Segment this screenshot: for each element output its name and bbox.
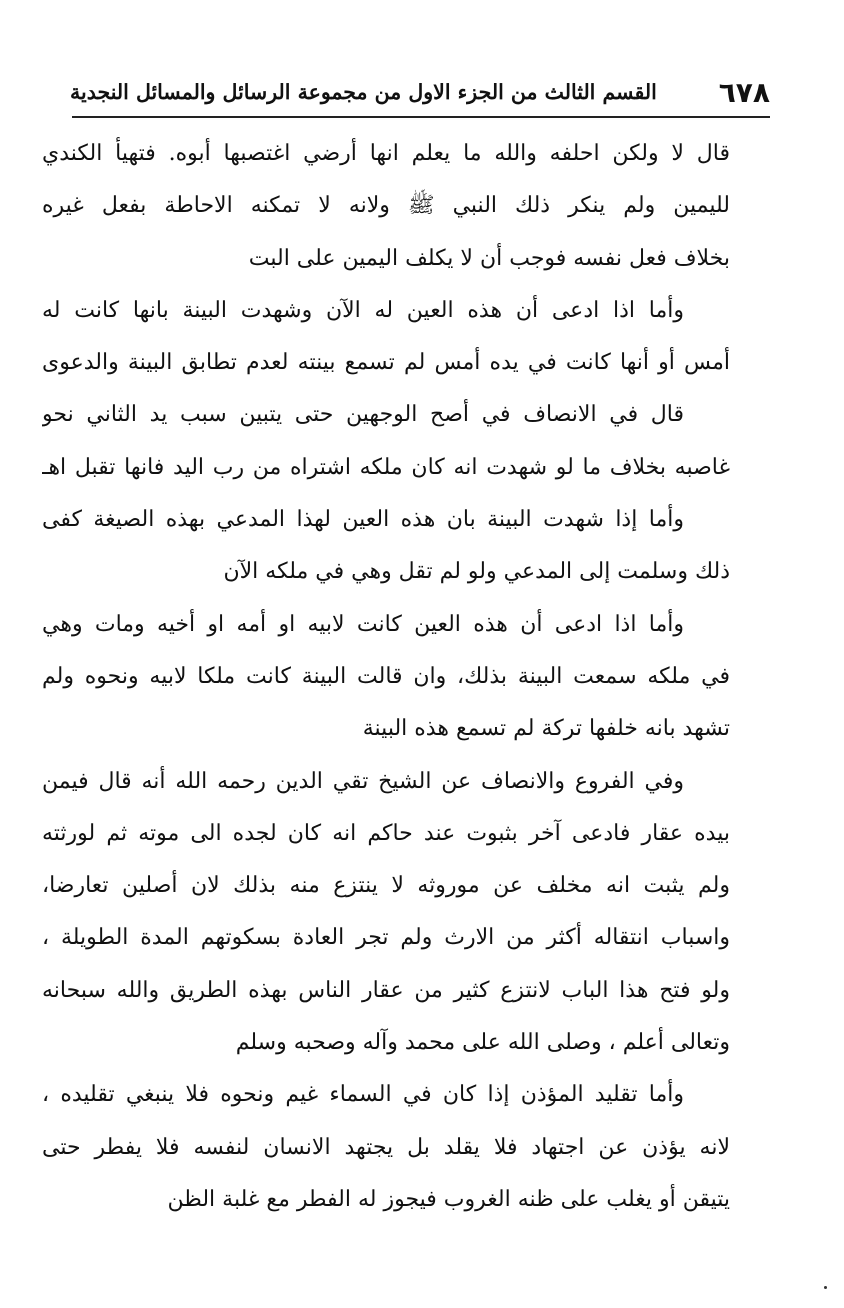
text-line: بيده عقار فادعى آخر بثبوت عند حاكم انه كان لجده الى موته ثم لورثته xyxy=(42,820,730,846)
header-rule xyxy=(72,116,770,118)
text-line: غاصبه بخلاف ما لو شهدت انه كان ملكه اشتراه من رب اليد فانها تقبل اهـ xyxy=(42,454,730,480)
text-line: واسباب انتقاله أكثر من الارث ولم تجر العادة بسكوتهم المدة الطويلة ، xyxy=(42,925,730,951)
text-line: أمس أو أنها كانت في يده أمس لم تسمع بينته لعدم تطابق البينة والدعوى xyxy=(42,350,730,376)
running-title: القسم الثالث من الجزء الاول من مجموعة الرسائل والمسائل النجدية xyxy=(70,80,657,104)
text-line: لليمين ولم ينكر ذلك النبي ﷺ ولانه لا تمكنه الاحاطة بفعل غيره xyxy=(42,193,730,219)
text-line: قال لا ولكن احلفه والله ما يعلم انها أرضي اغتصبها أبوه. فتهيأ الكندي xyxy=(42,141,730,166)
text-line: وأما اذا ادعى أن هذه العين له الآن وشهدت البينة بانها كانت له xyxy=(42,297,684,323)
text-line: وفي الفروع والانصاف عن الشيخ تقي الدين رحمه الله أنه قال فيمن xyxy=(42,768,684,794)
text-line: وأما إذا شهدت البينة بان هذه العين لهذا المدعي بهذه الصيغة كفى xyxy=(42,507,684,533)
text-line: في ملكه سمعت البينة بذلك، وان قالت البينة كانت ملكا لابيه ونحوه ولم xyxy=(42,663,730,689)
text-line: وأما اذا ادعى أن هذه العين كانت لابيه او أمه او أخيه ومات وهي xyxy=(42,611,684,637)
text-line: وأما تقليد المؤذن إذا كان في السماء غيم ونحوه فلا ينبغي تقليده ، xyxy=(42,1082,684,1108)
body-text xyxy=(42,128,730,1226)
text-line: ولو فتح هذا الباب لانتزع كثير من عقار الناس بهذه الطريق والله سبحانه xyxy=(42,977,730,1003)
text-line: تشهد بانه خلفها تركة لم تسمع هذه البينة xyxy=(362,716,730,742)
text-line: ذلك وسلمت إلى المدعي ولو لم تقل وهي في ملكه الآن xyxy=(223,559,730,585)
ink-speck xyxy=(824,1286,827,1289)
text-line: ولم يثبت انه مخلف عن موروثه لا ينتزع منه بذلك لان أصلين تعارضا، xyxy=(42,873,730,899)
text-line: بخلاف فعل نفسه فوجب أن لا يكلف اليمين على البت xyxy=(248,245,730,271)
page-header xyxy=(70,70,770,114)
text-line: يتيقن أو يغلب على ظنه الغروب فيجوز له الفطر مع غلبة الظن xyxy=(167,1186,730,1212)
text-line: وتعالى أعلم ، وصلى الله على محمد وآله وصحبه وسلم xyxy=(235,1030,730,1056)
text-line: قال في الانصاف في أصح الوجهين حتى يتبين سبب يد الثاني نحو xyxy=(42,402,684,428)
page-number: ٦٧٨ xyxy=(718,75,770,109)
text-line: لانه يؤذن عن اجتهاد فلا يقلد بل يجتهد الانسان لنفسه فلا يفطر حتى xyxy=(42,1134,730,1160)
